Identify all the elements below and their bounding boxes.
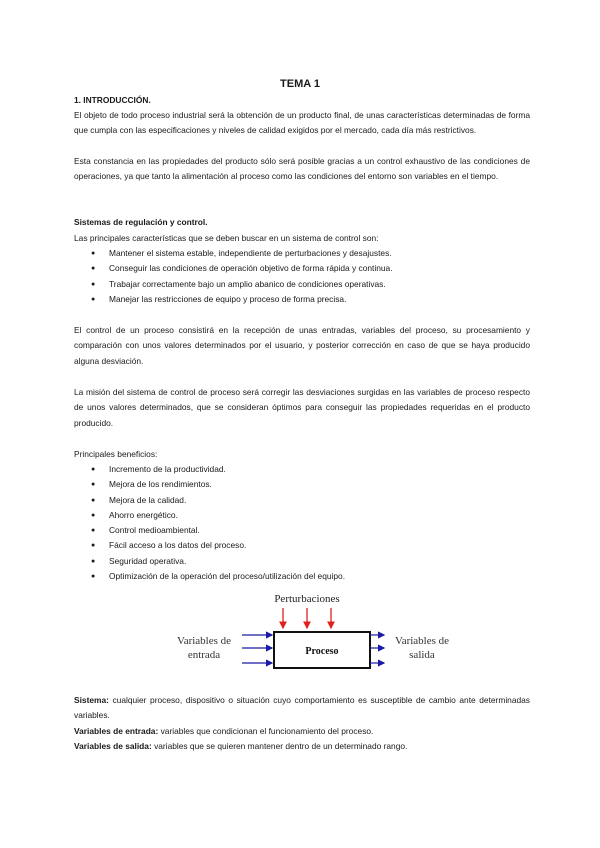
list-item: ● Conseguir las condiciones de operación objetivo de forma rápida y continua. bbox=[91, 261, 521, 276]
outputs-label-line1: Variables de bbox=[394, 635, 450, 647]
intro-paragraph-1: El objeto de todo proceso industrial será la obtención de un producto final, de unas características determinadas de forma que cumpla con las especificaciones y niveles de calidad exigidos por el mercado, cada día más restrictivos. bbox=[74, 110, 530, 136]
definition-input-variables bbox=[74, 724, 530, 739]
list-item: ● Seguridad operativa. bbox=[91, 554, 521, 569]
mission-paragraph: La misión del sistema de control de proceso será corregir las desviaciones surgidas en las variables de proceso respecto de unos valores determinados, que se consideran óptimos para conseguir las propiedades requeridas en el producto producido. bbox=[74, 387, 530, 428]
benefits-intro: Principales beneficios: bbox=[74, 449, 158, 459]
definition-output-variables bbox=[74, 739, 530, 754]
list-item: ● Incremento de la productividad. bbox=[91, 462, 521, 477]
inputs-label-line2: entrada bbox=[187, 649, 221, 661]
characteristics-list bbox=[91, 246, 521, 307]
definition-text: cualquier proceso, dispositivo o situación cuyo comportamiento es susceptible de cambio ante determinadas variables. bbox=[74, 695, 530, 721]
disturbances-label: Perturbaciones bbox=[274, 593, 340, 605]
page-title: TEMA 1 bbox=[280, 78, 320, 90]
benefits-list bbox=[91, 462, 521, 584]
list-item: ● Mantener el sistema estable, independiente de perturbaciones y desajustes. bbox=[91, 246, 521, 261]
intro-paragraph-2: Esta constancia en las propiedades del producto sólo será posible gracias a un control exhaustivo de las condiciones de operaciones, ya que tanto la alimentación al proceso como las condiciones del entorno son variables en el tiempo. bbox=[74, 156, 530, 182]
list-item: ● Control medioambiental. bbox=[91, 523, 521, 538]
characteristics-intro: Las principales características que se deben buscar en un sistema de control son: bbox=[74, 233, 379, 243]
list-item: ● Ahorro energético. bbox=[91, 508, 521, 523]
subsection-heading: Sistemas de regulación y control. bbox=[74, 217, 208, 227]
process-label: Proceso bbox=[305, 646, 339, 657]
process-diagram bbox=[170, 590, 470, 680]
list-item: ● Mejora de los rendimientos. bbox=[91, 477, 521, 492]
definition-term: Variables de salida: bbox=[74, 741, 152, 751]
list-item: ● Optimización de la operación del proceso/utilización del equipo. bbox=[91, 569, 521, 584]
section-heading: 1. INTRODUCCIÓN. bbox=[74, 95, 151, 105]
definition-system bbox=[74, 693, 530, 724]
definition-term: Sistema: bbox=[74, 695, 109, 705]
definition-text: variables que condicionan el funcionamiento del proceso. bbox=[158, 726, 374, 736]
control-paragraph: El control de un proceso consistirá en la recepción de unas entradas, variables del proceso, su procesamiento y comparación con unos valores determinados por el usuario, y posterior corrección en caso de que se haya producido alguna desviación. bbox=[74, 325, 530, 366]
inputs-label-line1: Variables de bbox=[176, 635, 232, 647]
list-item: ● Trabajar correctamente bajo un amplio abanico de condiciones operativas. bbox=[91, 277, 521, 292]
definition-term: Variables de entrada: bbox=[74, 726, 159, 736]
list-item: ● Manejar las restricciones de equipo y proceso de forma precisa. bbox=[91, 292, 521, 307]
definition-text: variables que se quieren mantener dentro de un determinado rango. bbox=[151, 741, 408, 751]
list-item: ● Mejora de la calidad. bbox=[91, 493, 521, 508]
outputs-label-line2: salida bbox=[409, 649, 435, 661]
list-item: ● Fácil acceso a los datos del proceso. bbox=[91, 538, 521, 553]
